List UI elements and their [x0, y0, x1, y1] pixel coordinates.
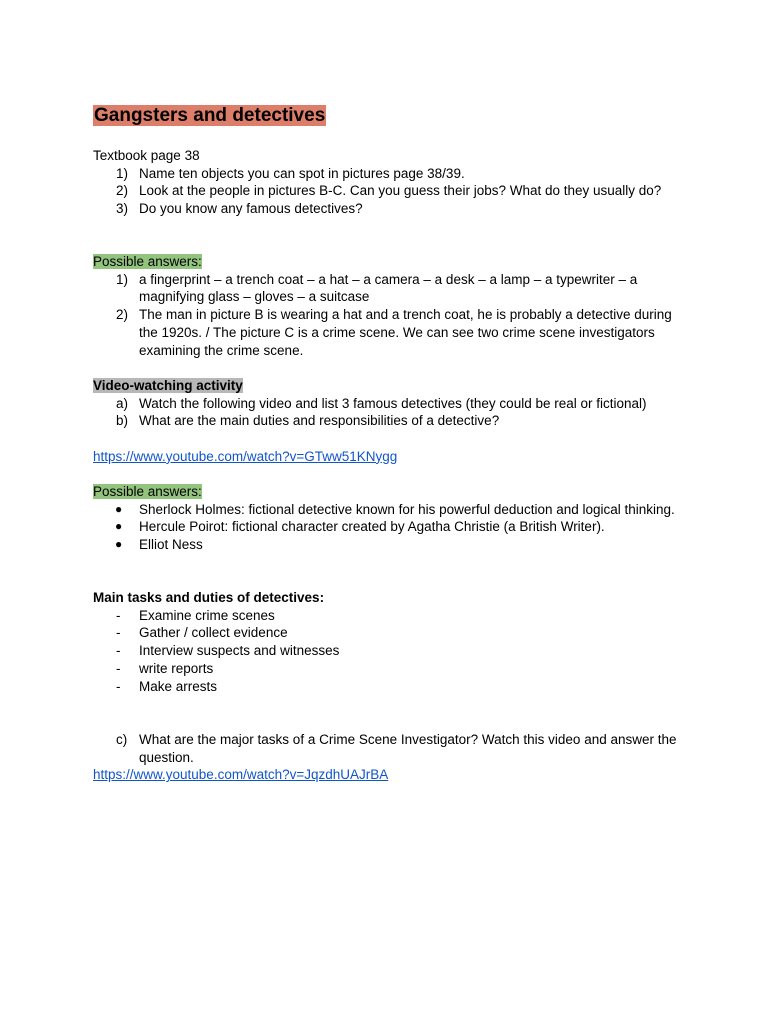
list-marker: 2) [116, 307, 129, 323]
question-text: What are the major tasks of a Crime Scene Investigator? Watch this video and answer the question. [139, 732, 677, 765]
answer-text: The man in picture B is wearing a hat and a trench coat, he is probably a detective during the 1920s. / The picture C is a crime scene. We can see two crime scene investigators examining the crime scene. [139, 307, 672, 358]
answer-item [93, 501, 683, 519]
task-item [93, 642, 683, 660]
question-item [93, 731, 683, 766]
answer-text: a fingerprint – a trench coat – a hat – a camera – a desk – a lamp – a typewriter – a magnifying glass – gloves – a suitcase [139, 271, 638, 305]
task-item [93, 660, 683, 678]
task-text: Examine crime scenes [139, 607, 275, 623]
task-text: Gather / collect evidence [139, 625, 288, 641]
answer-text: Hercule Poirot: fictional character created by Agatha Christie (a British Writer). [139, 519, 605, 535]
bullet-marker: ● [115, 519, 123, 534]
answer-item [93, 306, 683, 359]
question-item [93, 182, 683, 200]
textbook-section [93, 147, 683, 218]
dash-marker: - [116, 643, 121, 659]
page-title: Gangsters and detectives [94, 105, 326, 126]
video-activity-label: Video-watching activity [93, 378, 243, 393]
question-text: Name ten objects you can spot in pictures page 38/39. [139, 165, 465, 181]
task-item [93, 678, 683, 696]
list-marker: b) [116, 413, 129, 429]
question-item [93, 165, 683, 183]
list-marker: 1) [116, 271, 129, 287]
list-marker: 1) [116, 165, 129, 181]
question-text: Look at the people in pictures B-C. Can you guess their jobs? What do they usually do? [139, 183, 662, 199]
answer-item [93, 518, 683, 536]
list-marker: 2) [116, 183, 129, 199]
activity-text: Watch the following video and list 3 famous detectives (they could be real or fictional) [139, 395, 647, 411]
bullet-marker: ● [115, 537, 123, 552]
task-text: Make arrests [139, 678, 218, 694]
dash-marker: - [116, 660, 121, 676]
possible-answers-label: Possible answers: [93, 484, 202, 499]
textbook-label: Textbook page 38 [93, 148, 200, 163]
list-marker: c) [116, 732, 128, 747]
task-item [93, 624, 683, 642]
answer-item [93, 271, 683, 306]
activity-item [93, 395, 683, 413]
question-item [93, 200, 683, 218]
video-activity-section [93, 377, 683, 465]
task-item [93, 607, 683, 625]
bullet-marker: ● [115, 501, 123, 516]
task-text: Interview suspects and witnesses [139, 643, 340, 659]
question-text: Do you know any famous detectives? [139, 201, 363, 217]
dash-marker: - [116, 625, 121, 641]
answer-item [93, 536, 683, 554]
list-marker: 3) [116, 201, 129, 217]
video-link-detectives[interactable]: https://www.youtube.com/watch?v=GTww51KNygg [93, 448, 398, 464]
csi-question-section [93, 731, 683, 784]
answer-text: Sherlock Holmes: fictional detective known for his powerful deduction and logical thinking. [139, 501, 675, 517]
possible-answers-section [93, 483, 683, 554]
task-text: write reports [139, 660, 214, 676]
main-tasks-section [93, 589, 683, 695]
list-marker: a) [116, 395, 129, 411]
activity-text: What are the main duties and responsibilities of a detective? [139, 413, 500, 429]
main-tasks-heading: Main tasks and duties of detectives: [93, 590, 325, 605]
possible-answers-section [93, 253, 683, 359]
answer-text: Elliot Ness [139, 537, 203, 553]
possible-answers-label: Possible answers: [93, 254, 202, 269]
dash-marker: - [116, 607, 121, 623]
activity-item [93, 412, 683, 430]
dash-marker: - [116, 678, 121, 694]
video-link-csi[interactable]: https://www.youtube.com/watch?v=JqzdhUAJrBA [93, 767, 389, 783]
